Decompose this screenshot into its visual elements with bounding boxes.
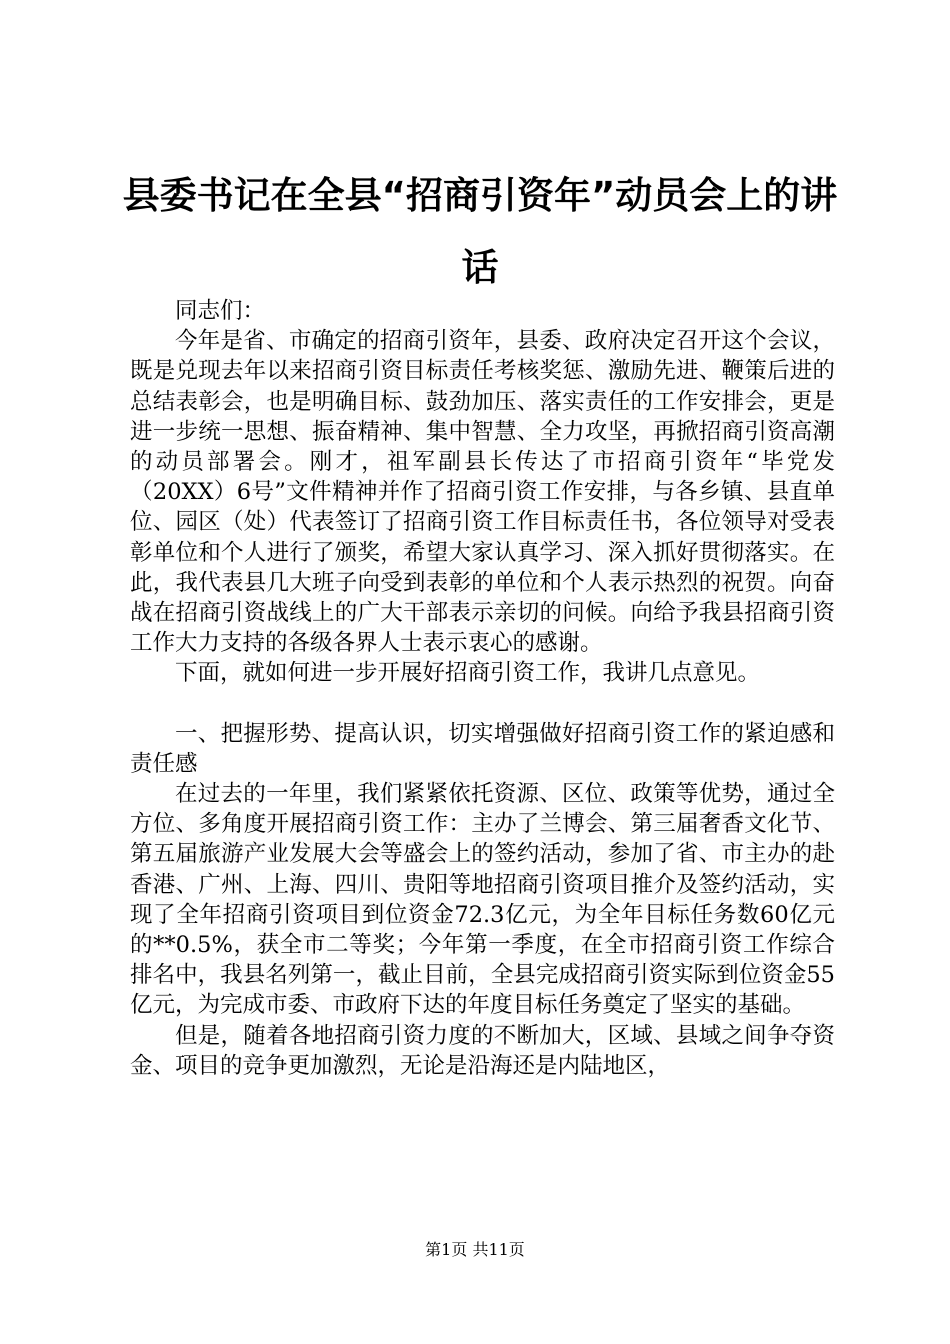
paragraph-opening: 今年是省、市确定的招商引资年，县委、政府决定召开这个会议，既是兑现去年以来招商引资目标责任考核奖惩、激励先进、鞭策后进的总结表彰会，也是明确目标、鼓劲加压、落实责任的工作安排会，更是进一步统一思想、振奋精神、集中智慧、全力攻坚，再掀招商引资高潮的动员部署会。刚才，祖军副县长传达了市招商引资年“毕党发（20XX）6号”文件精神并作了招商引资工作安排，与各乡镇、县直单位、园区（处）代表签订了招商引资工作目标责任书，各位领导对受表彰单位和个人进行了颁奖，希望大家认真学习、深入抓好贯彻落实。在此，我代表县几大班子向受到表彰的单位和个人表示热烈的祝贺。向奋战在招商引资战线上的广大干部表示亲切的问候。向给予我县招商引资工作大力支持的各级各界人士表示衷心的感谢。 (130, 328, 835, 657)
paragraph-intro-points: 下面，就如何进一步开展好招商引资工作，我讲几点意见。 (175, 660, 761, 687)
page-footer: 第1页 共11页 (425, 1240, 525, 1259)
section-heading-1: 一、把握形势、提高认识，切实增强做好招商引资工作的紧迫感和责任感 (130, 720, 835, 777)
document-body (130, 296, 835, 1081)
paragraph-competition: 但是，随着各地招商引资力度的不断加大，区域、县域之间争夺资金、项目的竞争更加激烈，无论是沿海还是内陆地区， (130, 1022, 835, 1079)
salutation: 同志们： (175, 298, 266, 324)
paragraph-past-year: 在过去的一年里，我们紧紧依托资源、区位、政策等优势，通过全方位、多角度开展招商引资工作：主办了兰博会、第三届奢香文化节、第五届旅游产业发展大会等盛会上的签约活动，参加了省、市主办的赴香港、广州、上海、四川、贵阳等地招商引资项目推介及签约活动，实现了全年招商引资项目到位资金72.3亿元，为全年目标任务数60亿元的**0.5%，获全市二等奖；今年第一季度，在全市招商引资工作综合排名中，我县名列第一，截止目前，全县完成招商引资实际到位资金55亿元，为完成市委、市政府下达的年度目标任务奠定了坚实的基础。 (130, 781, 835, 1019)
document-title: 县委书记在全县“招商引资年”动员会上的讲话 (122, 174, 838, 289)
